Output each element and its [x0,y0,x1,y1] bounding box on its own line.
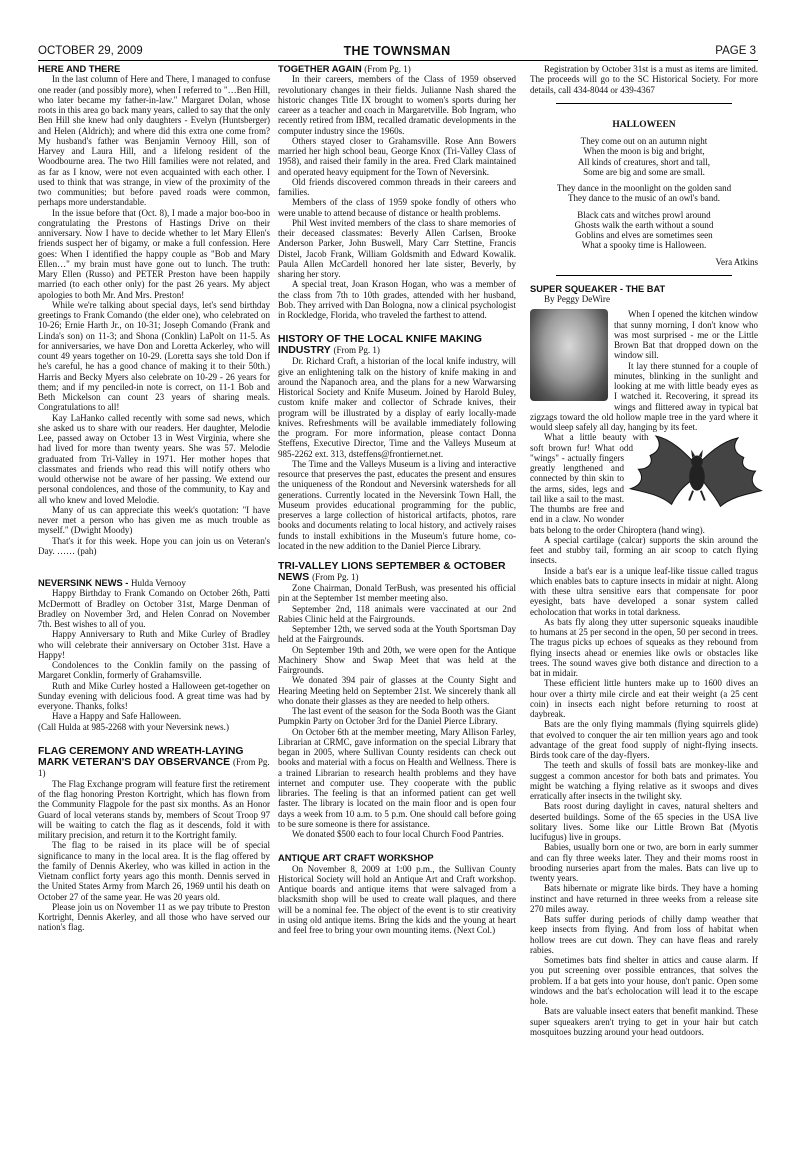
issue-date: OCTOBER 29, 2009 [38,45,143,57]
paragraph: The teeth and skulls of fossil bats are monkey-like and suggest a common ancestor for both bats and primates. You might be watching a flying relative as it swoops and dives erratically after insects in the twilight sky. [530,760,758,802]
paragraph: As bats fly along they utter supersonic squeaks inaudible to humans at 25 per second in the open, 50 per second in trees. The tragus picks up echoes of squeaks as they rebound from flying insects ahead or enemies like owls or obstacles like trees. The sound waves give both distance and direction to a bat in midair. [530,616,758,679]
paragraph: Kay LaHanko called recently with some sad news, which she asked us to share with our readers. Her daughter, Melodie Lee, passed away on October 13 in West Virginia, where she had lived for more than twenty years. She was 57. Melodie graduated from Tri-Valley in 1971. Her mother hopes that classmates and friends who read this will notify others who would otherwise not be aware of her passing. We extend our personal condolences, and those of the community, to Kay and all who knew and loved Melodie. [38,412,270,505]
paragraph: In the last column of Here and There, I managed to confuse one reader (and possibly more), when I referred to "…Ben Hill, who later became my father-in-law." Margaret Dolan, whose roots in this area go back many years, called to say that the only Ben Hill she knew had only daughters - Evelyn (Huntsberger) and Helen (Aldrich); and where did this extra one come from? My husband's father was Benjamin Vernooy Hill, son of Harvey and Laura Hill, and a lifelong resident of the Woodbourne area. The two Hill families were not related, and as far as I know, were not even acquainted with each other. I used to think that was strange, in view of the proximity of the two communities; but before paved roads were common, perhaps more understandable. [38,74,270,208]
paragraph: Inside a bat's ear is a unique leaf-like tissue called tragus which enables bats to capture insects in midair at night. Along with these ultra sensitive ears that compensate for poor eyesight, bats have developed a sonar system called echolocation that works in total darkness. [530,565,758,617]
poem-line: They dance to the music of an owl's band. [567,193,721,204]
paragraph: In their careers, members of the Class of 1959 observed revolutionary changes in their fields. Julianne Nash shared the historic changes Title IX brought to women's sports during her career as a teacher and coach in Margaretville. Bob Ingram, who recently retired from IBM, recalled dramatic developments in the computer industry since the 1960s. [278,74,516,136]
paragraph: Phil West invited members of the class to share memories of their deceased classmates: Beverly Allen Carlsen, Brooke Anderson Parker, John Buswell, Mary Carr Stettine, Francis Distel, Jacob Frank, William Goldsmith and Edward Kowalik. Paula Allen McCardell honored her late sister, Beverly, by sharing her story. [278,217,516,280]
divider [556,103,732,104]
page-number: PAGE 3 [715,45,756,57]
article-title [38,746,270,779]
article-title [278,561,516,583]
article-title-text: FLAG CEREMONY AND WREATH-LAYING MARK VETERAN'S DAY OBSERVANCE [38,745,244,768]
continued-from: (From Pg. 1) [312,572,359,583]
paragraph: Old friends discovered common threads in their careers and families. [278,176,516,198]
stanza [530,136,758,177]
continued-from: (From Pg. 1) [364,64,411,74]
article-title: SUPER SQUEAKER - THE BAT [530,283,666,294]
paragraph: That's it for this week. Hope you can join us on Veteran's Day. …… (pah) [38,535,270,556]
poem-line: When the moon is big and bright, [583,146,705,157]
continued-from: (From Pg. 1) [333,345,380,356]
author: Hulda Vernooy [130,578,186,589]
header-rule [38,60,758,61]
paragraph: On September 19th and 20th, we were open for the Antique Machinery Show and Swap Meet that was held at the Fairgrounds. [278,644,516,676]
article-title: HERE AND THERE [38,64,121,74]
poem-line: They come out on an autumn night [580,136,708,146]
article-together-again [278,64,516,320]
poem-line: All kinds of creatures, short and tall, [577,156,711,167]
paragraph: September 12th, we served soda at the Youth Sportsman Day held at the Fairgrounds. [278,624,516,645]
paragraph: We donated $500 each to four local Church Food Pantries. [292,829,504,840]
paragraph: Ruth and Mike Curley hosted a Halloween get-together on Sunday evening with delicious food. A great time was had by everyone. Thanks, folks! [38,680,270,712]
article-title-text: HISTORY OF THE LOCAL KNIFE MAKING INDUSTRY [278,334,482,357]
paragraph: What a little beauty with soft brown fur! What odd "wings" - actually fingers greatly lengthened and connected by thin skin to the arms, sides, legs and tail like a sail to the mast. The thumbs are free and end in a claw. No wonder bats belong to the order Chiroptera (hand wing). [530,432,705,535]
poem-line: Some are big and some are small. [583,166,705,177]
newspaper-title: THE TOWNSMAN [343,44,451,58]
paragraph: Members of the class of 1959 spoke fondly of others who were unable to attend because of distance or health problems. [278,197,516,218]
paragraph: In the issue before that (Oct. 8), I made a major boo-boo in congratulating the Prestons of Hastings Drive on their anniversary. Now I have to decide whether to let Mary Ellen's friends suspect her of bigamy, or make a full confession. Here goes: When I identified the happy couple as "Bob and Mary Ellen…" my brain must have gone out to lunch. The truth: Mary Ellen (Russo) and PETER Preston have been happily married (to each other only) for the past 26 years. My abject apologies to both Mr. And Mrs. Preston! [38,207,270,300]
poem-line: They dance in the moonlight on the golden sand [556,183,732,193]
divider [556,275,732,276]
poem-title: HALLOWEEN [612,119,676,130]
bat-illustration [626,434,764,520]
paragraph: Happy Birthday to Frank Comando on October 26th, Patti McDermott of Bradley on October 31st, Marge Denman of Bradley on November 3rd, and Helen Conrad on November 7th. Best wishes to all of you. [38,588,270,630]
paragraph: While we're talking about special days, let's send birthday greetings to Frank Comando (the elder one), who celebrated on 10-26; Ernie Harth Jr., on 10-31; Joseph Comando (Frank and Linda's son) on 11-3; and Shona (Conklin) LaPolt on 11-5. As for anniversaries, we have Don and Loretta Ackerley, who will count 49 years together on 10-29. (Loretta says she told Don if he's careful, he has a good chance of making it to their 50th.) Harris and Becky Myers also celebrate on 10-29 - 26 years for them; and if my penciled-in note is correct, on 11-1 Bob and Beth Mickelson can count 23 years of sharing meals. Congratulations to all! [38,299,270,413]
paragraph: Bats hibernate or migrate like birds. They have a homing instinct and have returned in three weeks from a release site 270 miles away. [530,883,758,914]
paragraph: On October 6th at the member meeting, Mary Allison Farley, Librarian at CRMC, gave information on the special Library that began in 2005, where Sullivan County residents can check out books and material with a focus on Health and Wellness. There is a trained Librarian to research health problems and they have internet and computer use. They cooperate with the public libraries. The feeling is that an informed patient can get well faster. The library is located on the main floor and is open four days a week from 10 a.m. to 5 p.m. One should call before going to be sure someone is there for assistance. [278,726,516,829]
paragraph: The Flag Exchange program will feature first the retirement of the flag honoring Preston Kortright, which has flown from the Community Flagpole for the past six months. As an Honor Guard of local veterans stands by, members of Scout Troop 97 will be waiting to catch the flag as it descends, fold it with military precision, and return it to the Kortright family. [38,778,270,841]
paragraph: It lay there stunned for a couple of minutes, blinking in the sunlight and looking at me with little beady eyes as I watched it. Recovering, it spread its wings and flittered away in typical bat zigzags toward the old hollow maple tree in the yard where it would sleep safely all day, hanging by its feet. [530,360,758,433]
poem-line: Ghosts walk the earth without a sound [574,219,714,230]
article-super-squeaker [530,284,758,1037]
paragraph: On November 8, 2009 at 1:00 p.m., the Sullivan County Historical Society will hold an Antique Art and Craft workshop. Antique boards and antique items that were salvaged from a blacksmith shop will be used to create wall plaques, and there will be a nominal fee. The object of the event is to stir creativity in using old antique items. Bring the kids and the young at heart and feel free to bring your own mounting items. (Next Col.) [278,863,516,936]
paragraph: These efficient little hunters make up to 1600 dives an hour over a thirty mile circle and eat their weight (a 25 cent coin) in insects each night before returning to roost at daybreak. [530,678,758,720]
author-photo [530,309,608,401]
article-neversink-news [38,578,270,732]
paragraph: Please join us on November 11 as we pay tribute to Preston Kortright, Dennis Akerley, and all those who have served our nation's flag. [38,901,270,933]
paragraph: The last event of the season for the Soda Booth was the Giant Pumpkin Party on October 3rd for the Daniel Pierce Library. [278,706,516,727]
paragraph: We donated 394 pair of glasses at the County Sight and Hearing Meeting held on September 21st. We sincerely thank all who donate their glasses as they are needed to help others. [278,675,516,706]
paragraph: Sometimes bats find shelter in attics and cause alarm. If you put screening over possible entrances, that solves the problem. If a bat gets into your house, don't panic. Open some windows and the bat's echolocation will lead it to the escape hole. [530,955,758,1007]
paragraph: Dr. Richard Craft, a historian of the local knife industry, will give an enlightening talk on the history of knife making in and around the Napanoch area, and the plans for a new Warwarsing Historical Society and Knife Museum. Joined by Harold Buley, custom knife maker and collector of Schrade knives, their program will be illustrated by a display of early locally-made knives. Refreshments will be available immediately following the program. For more information, please contact Donna Steffens, Executive Director, Time and the Valleys Museum at 985-2262 ext. 313, dsteffens@frontiernet.net. [278,356,516,459]
byline: By Peggy DeWire [544,294,610,305]
article-title: ANTIQUE ART CRAFT WORKSHOP [278,853,434,864]
poem-author: Vera Atkins [715,256,758,267]
poem-line: What a spooky time is Halloween. [581,240,707,251]
poem-halloween [530,120,758,267]
paragraph: Bats roost during daylight in caves, natural shelters and deserted buildings. Some of the 65 species in the USA live solitary lives. Some like our Little Brown Bat (Myotis lucifugus) live in groups. [530,801,758,843]
article-antique-art [278,853,516,935]
column-3 [530,64,758,1037]
paragraph: When I opened the kitchen window that sunny morning, I don't know who was most surprised - me or the Little Brown Bat that dropped down on the window sill. [614,309,758,361]
paragraph: Condolences to the Conklin family on the passing of Margaret Conklin, formerly of Grahamsville. [38,660,270,681]
page-header [38,44,756,60]
stanza [530,210,758,251]
paragraph: A special cartilage (calcar) supports the skin around the feet and stubby tail, forming an air scoop to catch flying insects. [530,534,758,566]
poem-line: Goblins and elves are sometimes seen [575,230,713,240]
article-title [278,64,516,74]
article-flag-ceremony [38,746,270,933]
paragraph: The Time and the Valleys Museum is a living and interactive resource that preserves the past, educates the present and ensures the uniqueness of the Rondout and Neversink watersheds for all generations. Currently located in the Neversink Town Hall, the Museum provides educational programming for the public, preserves a large collection of historical artifacts, photos, rare books and documents relating to local history, and actively raises funds to install exhibitions in the Museum's future home, co-located in the new addition to the Daniel Pierce Library. [278,458,516,551]
article-here-and-there [38,64,270,556]
paragraph: Have a Happy and Safe Halloween. [52,711,182,722]
article-title [38,578,270,588]
paragraph: Happy Anniversary to Ruth and Mike Curley of Bradley who will celebrate their anniversary on October 31st. Have a Happy! [38,629,270,660]
paragraph: Babies, usually born one or two, are born in early summer and can fly three weeks later. They and their moms roost in brooding nurseries apart from the males. Bats can live up to twenty years. [530,842,758,884]
article-title-text: NEVERSINK NEWS - [38,578,131,589]
stanza [530,183,758,204]
paragraph: (Call Hulda at 985-2268 with your Neversink news.) [38,721,229,732]
column-2 [278,64,516,935]
paragraph: The flag to be raised in its place will be of special significance to many in the local area. It is the flag offered by the family of Dennis Akerley, who was killed in action in the Vietnam conflict forty years ago this month. Dennis served in the United States Army from March 26, 1969 until his death on October 27 of the same year. He was 20 years old. [38,840,270,902]
paragraph: September 2nd, 118 animals were vaccinated at our 2nd Rabies Clinic held at the Fairgrounds. [278,603,516,624]
paragraph: Bats suffer during periods of chilly damp weather that keep insects from flying. And from loss of habitat when hollow trees are cut down. They can have fleas and rarely rabies. [530,914,758,955]
paragraph: Registration by October 31st is a must as items are limited. The proceeds will go to the SC Historical Society. For more details, call 434-8044 or 439-4367 [530,64,758,95]
article-title [278,334,516,356]
paragraph: Others stayed closer to Grahamsville. Rose Ann Bowers married her high school beau, George Knox (Tri-Valley Class of 1958), and raised their family in the area. Fred Clark maintained and operated heavy equipment for the Town of Neversink. [278,135,516,177]
paragraph: Many of us can appreciate this week's quotation: "I have never met a person who has given me as much trouble as myself." (Dwight Moody) [38,504,270,536]
article-knife-industry [278,334,516,551]
article-lions-news [278,561,516,839]
paragraph: Bats are valuable insect eaters that benefit mankind. These super squeakers aren't trying to get in your hair but catch mosquitoes buzzing around your head outdoors. [530,1006,758,1037]
article-title-text: TOGETHER AGAIN [278,64,362,74]
poem-line: Black cats and witches prowl around [577,209,711,220]
paragraph: Bats are the only flying mammals (flying squirrels glide) that evolved to conquer the air ten million years ago and took advantage of the great food supply of night-flying insects. Birds took care of the day-flyers. [530,719,758,761]
paragraph: Zone Chairman, Donald TerBush, was presented his official pin at the September 1st member meeting also. [278,583,516,604]
column-1 [38,64,270,933]
paragraph: A special treat, Joan Krason Hogan, who was a member of the class from 7th to 10th grades, attended with her husband, Bob. They arrived with Dan Bologna, now a clinical psychologist in Rockledge, Florida, who traveled the farthest to attend. [278,279,516,321]
continued-from: (From Pg. 1) [38,756,270,778]
article-title-text: TRI-VALLEY LIONS SEPTEMBER & OCTOBER NEWS [278,561,506,584]
